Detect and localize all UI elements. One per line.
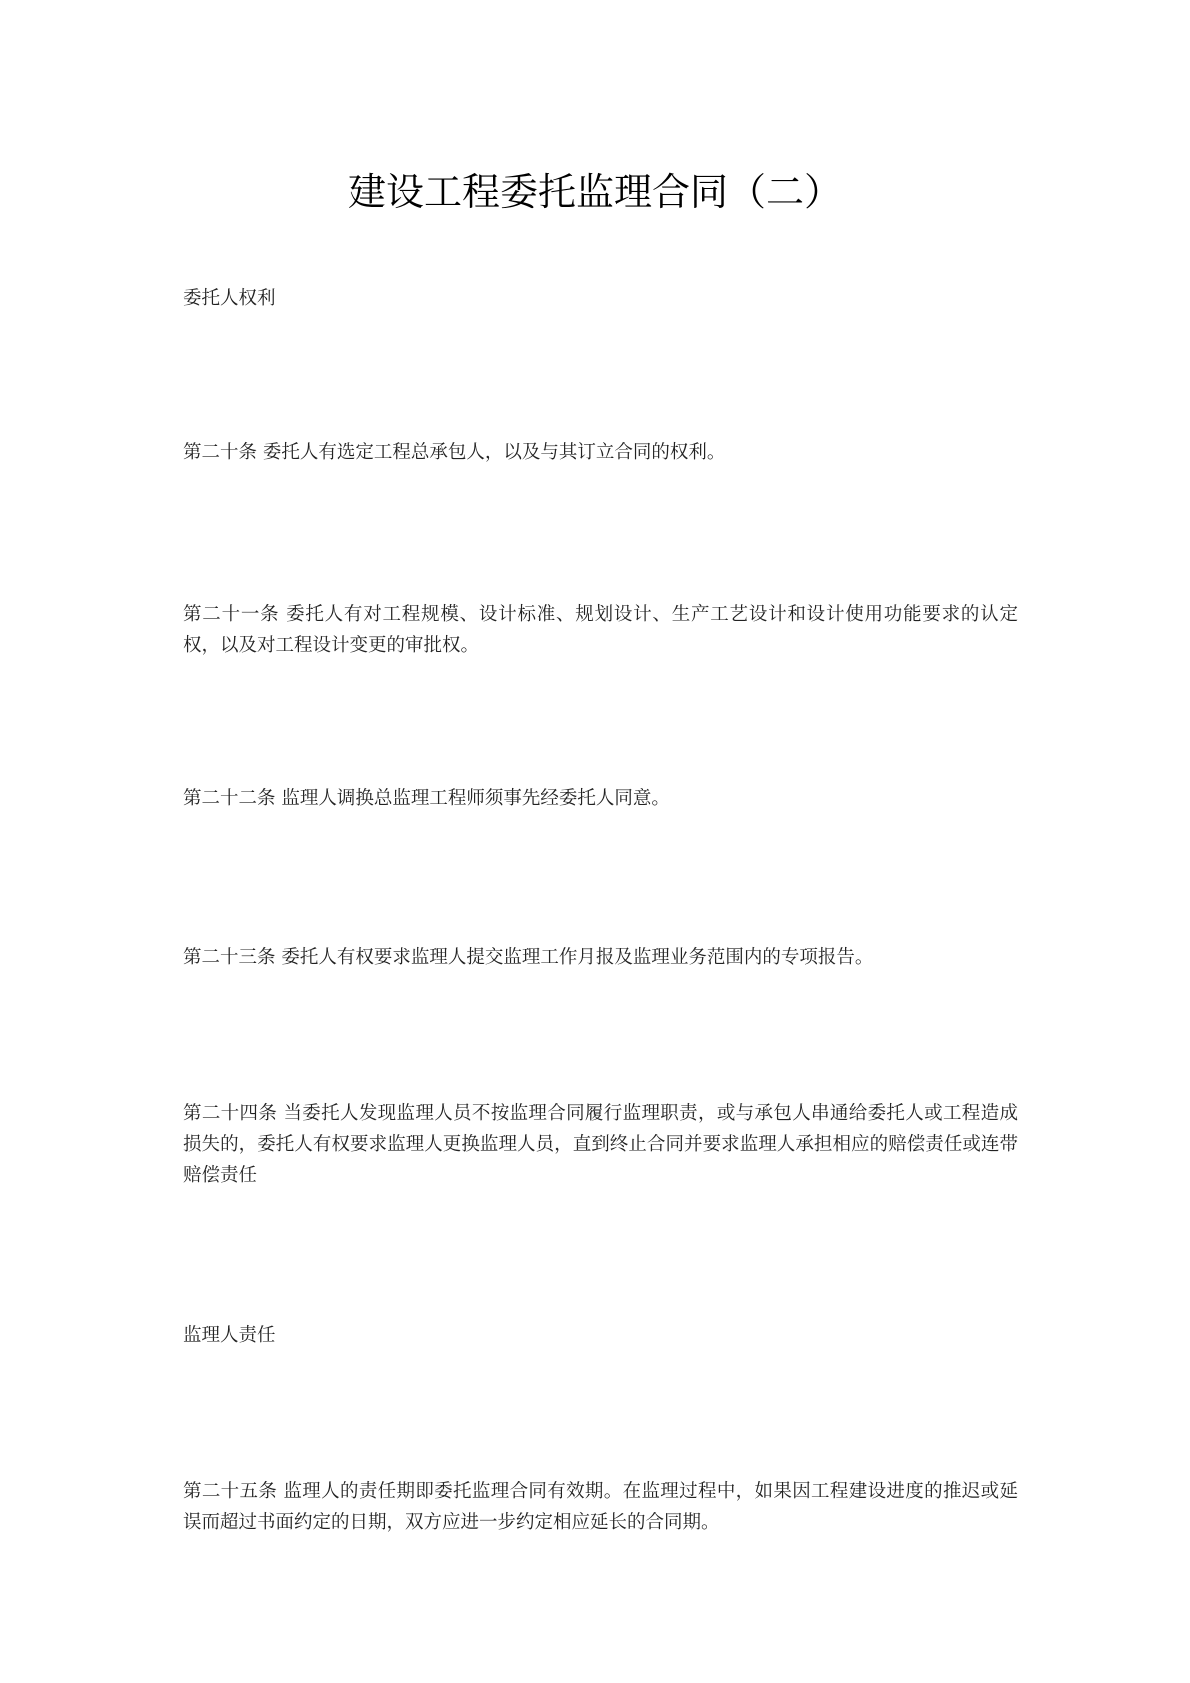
article-23: 第二十三条 委托人有权要求监理人提交监理工作月报及监理业务范围内的专项报告。 [183,947,874,968]
article-22: 第二十二条 监理人调换总监理工程师须事先经委托人同意。 [183,788,670,809]
article-24: 第二十四条 当委托人发现监理人员不按监理合同履行监理职责，或与承包人串通给委托人或工程造成损失的，委托人有权要求监理人更换监理人员，直到终止合同并要求监理人承担相应的赔偿责任或连带赔偿责任 [183,1103,1018,1186]
article-25: 第二十五条 监理人的责任期即委托监理合同有效期。在监理过程中，如果因工程建设进度的推迟或延误而超过书面约定的日期，双方应进一步约定相应延长的合同期。 [183,1481,1018,1533]
article-20: 第二十条 委托人有选定工程总承包人，以及与其订立合同的权利。 [183,442,726,463]
document-title: 建设工程委托监理合同（二） [347,170,842,214]
article-21: 第二十一条 委托人有对工程规模、设计标准、规划设计、生产工艺设计和设计使用功能要求的认定权，以及对工程设计变更的审批权。 [183,604,1018,656]
section-heading-client-rights: 委托人权利 [183,288,276,309]
section-heading-supervisor-liability: 监理人责任 [183,1325,276,1346]
